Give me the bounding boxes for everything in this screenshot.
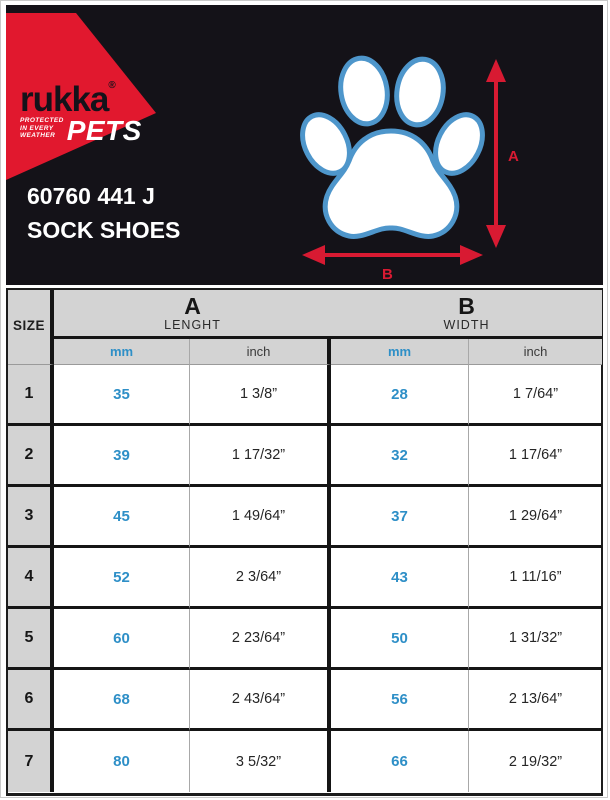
b-inch-value-cell: 1 17/64” bbox=[469, 426, 602, 487]
a-mm-value-cell: 68 bbox=[54, 670, 190, 731]
b-inch-value-cell: 1 29/64” bbox=[469, 487, 602, 548]
a-inch-value-cell: 1 3/8” bbox=[190, 365, 331, 426]
a-inch-value-cell: 1 17/32” bbox=[190, 426, 331, 487]
size-cell: 2 bbox=[8, 426, 54, 487]
tagline-line: PROTECTED bbox=[20, 117, 64, 125]
tagline-line: IN EVERY bbox=[20, 124, 54, 132]
unit-header-b-inch: inch bbox=[469, 339, 602, 365]
unit-header-a-inch: inch bbox=[190, 339, 331, 365]
a-inch-value-cell: 2 3/64” bbox=[190, 548, 331, 609]
b-inch-value-cell: 1 7/64” bbox=[469, 365, 602, 426]
product-identity bbox=[27, 179, 180, 247]
brand-name bbox=[20, 80, 142, 119]
b-mm-value-cell: 56 bbox=[331, 670, 469, 731]
group-a-sublabel: LENGHT bbox=[164, 318, 221, 333]
size-cell: 6 bbox=[8, 670, 54, 731]
registered-mark: ® bbox=[108, 80, 116, 91]
size-cell: 3 bbox=[8, 487, 54, 548]
paw-print-icon bbox=[293, 55, 492, 237]
b-inch-value-cell: 1 11/16” bbox=[469, 548, 602, 609]
b-mm-value-cell: 28 bbox=[331, 365, 469, 426]
brand-sub: PETS bbox=[66, 114, 142, 146]
brand-logo bbox=[20, 80, 142, 146]
b-mm-value-cell: 66 bbox=[331, 731, 469, 792]
unit-header-b-mm: mm bbox=[331, 339, 469, 365]
a-inch-value-cell: 1 49/64” bbox=[190, 487, 331, 548]
b-inch-value-cell: 2 13/64” bbox=[469, 670, 602, 731]
brand-row bbox=[20, 114, 142, 146]
brand-tagline bbox=[20, 117, 64, 140]
product-name: SOCK SHOES bbox=[27, 217, 181, 243]
size-cell: 7 bbox=[8, 731, 54, 792]
dimension-a-label: A bbox=[508, 148, 519, 165]
tagline-line: WEATHER bbox=[20, 132, 56, 140]
a-mm-value-cell: 80 bbox=[54, 731, 190, 792]
b-mm-value-cell: 37 bbox=[331, 487, 469, 548]
a-mm-value-cell: 39 bbox=[54, 426, 190, 487]
group-b-letter: B bbox=[458, 292, 475, 319]
group-a-letter: A bbox=[184, 292, 201, 319]
b-mm-value-cell: 50 bbox=[331, 609, 469, 670]
a-inch-value-cell: 3 5/32” bbox=[190, 731, 331, 792]
a-inch-value-cell: 2 43/64” bbox=[190, 670, 331, 731]
b-inch-value-cell: 1 31/32” bbox=[469, 609, 602, 670]
size-cell: 5 bbox=[8, 609, 54, 670]
b-mm-value-cell: 43 bbox=[331, 548, 469, 609]
group-header-a bbox=[54, 290, 331, 339]
product-code: 60760 441 J bbox=[27, 183, 155, 209]
group-b-sublabel: WIDTH bbox=[443, 318, 490, 333]
size-chart-table bbox=[6, 288, 603, 796]
dimension-b-label: B bbox=[382, 266, 393, 283]
size-cell: 4 bbox=[8, 548, 54, 609]
a-mm-value-cell: 60 bbox=[54, 609, 190, 670]
brand-name-text: rukka bbox=[20, 80, 109, 119]
a-mm-value-cell: 52 bbox=[54, 548, 190, 609]
b-inch-value-cell: 2 19/32” bbox=[508, 753, 563, 770]
product-header bbox=[6, 5, 603, 285]
size-cell: 1 bbox=[8, 365, 54, 426]
b-mm-value-cell: 32 bbox=[331, 426, 469, 487]
dimension-b-arrow bbox=[302, 245, 483, 265]
a-mm-value-cell: 35 bbox=[54, 365, 190, 426]
group-header-b bbox=[331, 290, 602, 339]
size-column-header: SIZE bbox=[8, 290, 54, 365]
a-inch-value-cell: 2 23/64” bbox=[190, 609, 331, 670]
unit-header-a-mm: mm bbox=[54, 339, 190, 365]
a-mm-value-cell: 45 bbox=[54, 487, 190, 548]
dimension-a-arrow bbox=[486, 59, 506, 248]
